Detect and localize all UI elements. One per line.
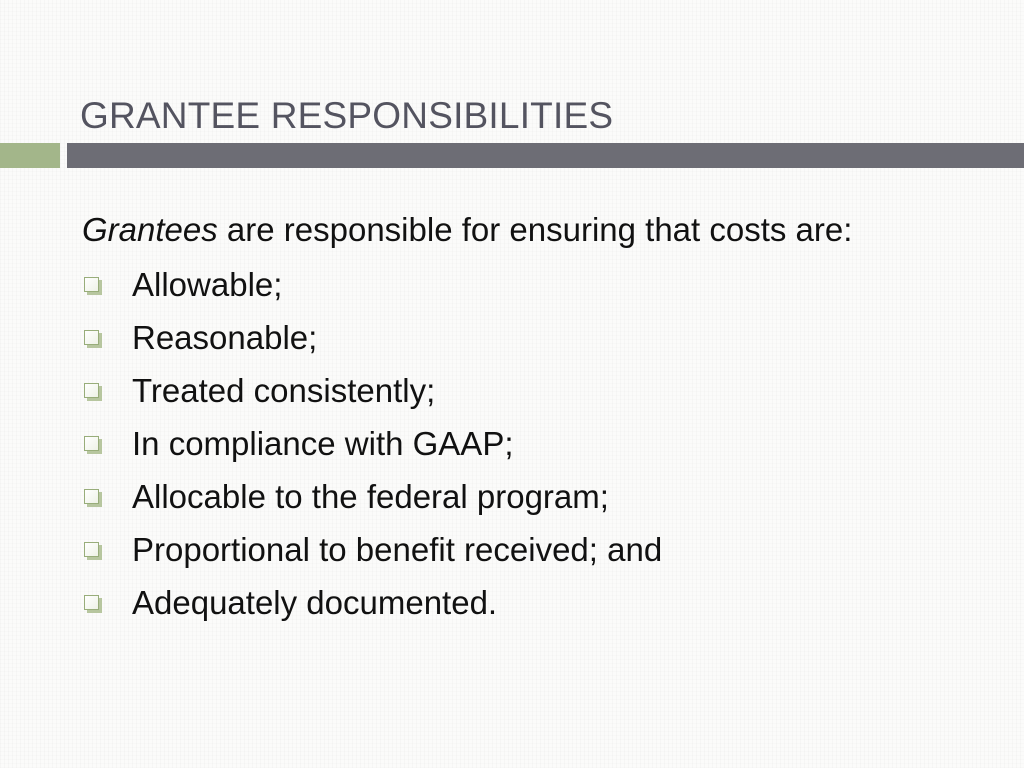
- list-item: [82, 523, 932, 576]
- checkbox-square-icon: [84, 595, 99, 610]
- intro-text: are responsible for ensuring that costs are:: [217, 211, 853, 248]
- bullet-text: Treated consistently;: [132, 371, 436, 409]
- checkbox-square-icon: [84, 542, 99, 557]
- list-item: [82, 364, 932, 417]
- bullet-text: Reasonable;: [132, 318, 318, 356]
- checkbox-square-icon: [84, 277, 99, 292]
- checkbox-square-icon: [84, 383, 99, 398]
- list-item: [82, 417, 932, 470]
- bullet-list: [82, 258, 932, 629]
- checkbox-square-icon: [84, 489, 99, 504]
- accent-bar-green: [0, 143, 60, 168]
- checkbox-square-icon: [84, 436, 99, 451]
- slide-title: GRANTEE RESPONSIBILITIES: [80, 95, 614, 136]
- list-item: [82, 311, 932, 364]
- bullet-text: Proportional to benefit received; and: [132, 530, 663, 568]
- slide-body: [82, 208, 932, 629]
- checkbox-square-icon: [84, 330, 99, 345]
- bullet-text: Allowable;: [132, 265, 283, 303]
- intro-emphasis: Grantees: [82, 211, 218, 248]
- list-item: [82, 470, 932, 523]
- bullet-text: In compliance with GAAP;: [132, 424, 514, 462]
- bullet-text: Allocable to the federal program;: [132, 477, 609, 515]
- intro-paragraph: [82, 208, 932, 252]
- accent-bar-gray: [67, 143, 1024, 168]
- list-item: [82, 258, 932, 311]
- bullet-text: Adequately documented.: [132, 583, 498, 621]
- list-item: [82, 576, 932, 629]
